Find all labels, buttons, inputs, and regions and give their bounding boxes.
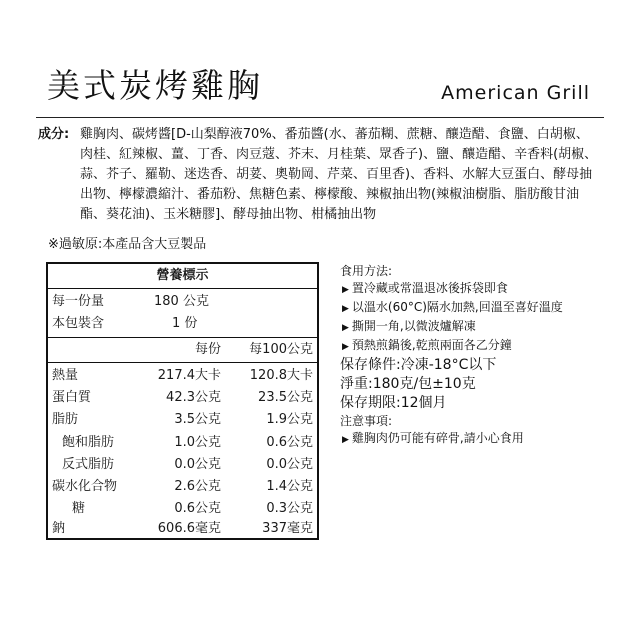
nutrient-per-serving: 217.4大卡 bbox=[157, 368, 221, 383]
servings-per-pack-label: 本包裝含 bbox=[52, 316, 105, 331]
shelf-life: 保存期限:12個月 bbox=[340, 395, 447, 411]
triangle-bullet-icon: ▶ bbox=[342, 323, 349, 333]
nutrient-row bbox=[48, 366, 317, 386]
nutrient-row bbox=[48, 477, 317, 497]
nutrient-per-serving: 1.0公克 bbox=[174, 435, 221, 450]
nutrient-per-100g: 0.6公克 bbox=[266, 435, 313, 450]
nutrient-name: 鈉 bbox=[52, 521, 66, 536]
ingredients-text: 雞胸肉、碳烤醬[D-山梨醇液70%、番茄醬(水、蕃茄糊、蔗糖、釀造醋、食鹽、白胡椒、肉桂、紅辣椒、薑、丁香、肉豆蔻、芥末、月桂葉、眾香子)、鹽、釀造醋、辛香料(胡椒、蒜、芥子、羅勒、迷迭香、胡荽、奧勒岡、芹菜、百里香)、香料、水解大豆蛋白、酵母抽出物、檸檬濃縮汁、番茄粉、焦糖色素、檸檬酸、辣椒抽出物(辣椒油樹脂、脂肪酸甘油酯、葵花油)、玉米糖膠]、酵母抽出物、柑橘抽出物 bbox=[80, 127, 598, 222]
nutrition-table bbox=[46, 262, 319, 540]
servings-per-pack-row bbox=[48, 314, 317, 334]
header-divider bbox=[36, 117, 604, 118]
serving-size-value: 180 公克 bbox=[154, 294, 209, 309]
nutrient-per-serving: 42.3公克 bbox=[166, 390, 221, 405]
triangle-bullet-icon: ▶ bbox=[342, 304, 349, 314]
usage-step bbox=[340, 337, 620, 356]
product-subtitle: American Grill bbox=[441, 82, 590, 104]
nutrient-per-100g: 0.3公克 bbox=[266, 501, 313, 516]
usage-step bbox=[340, 318, 620, 337]
nutrient-name: 飽和脂肪 bbox=[62, 435, 115, 450]
serving-size-label: 每一份量 bbox=[52, 294, 105, 309]
nutrition-divider bbox=[48, 362, 317, 363]
triangle-bullet-icon: ▶ bbox=[342, 435, 349, 445]
nutrient-row bbox=[48, 410, 317, 430]
column-header-row bbox=[48, 340, 317, 360]
usage-step-text: 預熱煎鍋後,乾煎兩面各乙分鐘 bbox=[351, 338, 512, 352]
nutrient-per-serving: 0.0公克 bbox=[174, 457, 221, 472]
usage-step-text: 置冷藏或常溫退冰後拆袋即食 bbox=[351, 281, 508, 295]
nutrient-per-serving: 3.5公克 bbox=[174, 412, 221, 427]
usage-step bbox=[340, 280, 620, 299]
serving-size-row bbox=[48, 292, 317, 312]
usage-step-text: 以溫水(60°C)隔水加熱,回溫至喜好溫度 bbox=[351, 300, 563, 314]
net-weight: 淨重:180克/包±10克 bbox=[340, 376, 476, 392]
nutrition-divider bbox=[48, 288, 317, 289]
nutrient-per-100g: 120.8大卡 bbox=[249, 368, 313, 383]
nutrient-per-100g: 337毫克 bbox=[262, 521, 313, 536]
nutrient-per-serving: 0.6公克 bbox=[174, 501, 221, 516]
nutrient-name: 熱量 bbox=[52, 368, 79, 383]
nutrient-row bbox=[48, 455, 317, 475]
nutrient-row bbox=[48, 388, 317, 408]
storage-condition: 保存條件:冷凍-18°C以下 bbox=[340, 357, 497, 373]
ingredients-section bbox=[38, 125, 598, 225]
note-item-text: 雞胸肉仍可能有碎骨,請小心食用 bbox=[351, 431, 524, 445]
column-per-100g: 每100公克 bbox=[249, 342, 313, 357]
column-per-serving: 每份 bbox=[194, 342, 221, 357]
nutrient-name: 蛋白質 bbox=[52, 390, 92, 405]
nutrient-name: 糖 bbox=[72, 501, 86, 516]
usage-step-text: 撕開一角,以微波爐解凍 bbox=[351, 319, 476, 333]
nutrient-name: 反式脂肪 bbox=[62, 457, 115, 472]
nutrition-divider bbox=[48, 337, 317, 338]
product-title: 美式炭烤雞胸 bbox=[47, 66, 263, 105]
nutrient-per-100g: 0.0公克 bbox=[266, 457, 313, 472]
nutrient-per-100g: 1.9公克 bbox=[266, 412, 313, 427]
allergen-notice: ※過敏原:本產品含大豆製品 bbox=[48, 237, 207, 252]
note-item bbox=[340, 430, 620, 449]
nutrient-row bbox=[48, 433, 317, 453]
nutrient-row bbox=[48, 499, 317, 519]
servings-per-pack-value: 1 份 bbox=[172, 316, 198, 331]
nutrient-per-100g: 23.5公克 bbox=[258, 390, 313, 405]
nutrient-name: 碳水化合物 bbox=[52, 479, 118, 494]
triangle-bullet-icon: ▶ bbox=[342, 285, 349, 295]
triangle-bullet-icon: ▶ bbox=[342, 342, 349, 352]
nutrient-name: 脂肪 bbox=[52, 412, 79, 427]
usage-section bbox=[340, 263, 620, 449]
nutrient-per-serving: 2.6公克 bbox=[174, 479, 221, 494]
ingredients-label: 成分: bbox=[38, 127, 70, 142]
nutrient-row bbox=[48, 519, 317, 539]
usage-step bbox=[340, 299, 620, 318]
nutrient-per-100g: 1.4公克 bbox=[266, 479, 313, 494]
nutrient-per-serving: 606.6毫克 bbox=[157, 521, 221, 536]
nutrition-title: 營養標示 bbox=[156, 268, 209, 283]
usage-heading: 食用方法: bbox=[340, 264, 393, 278]
notes-heading: 注意事項: bbox=[340, 414, 393, 428]
